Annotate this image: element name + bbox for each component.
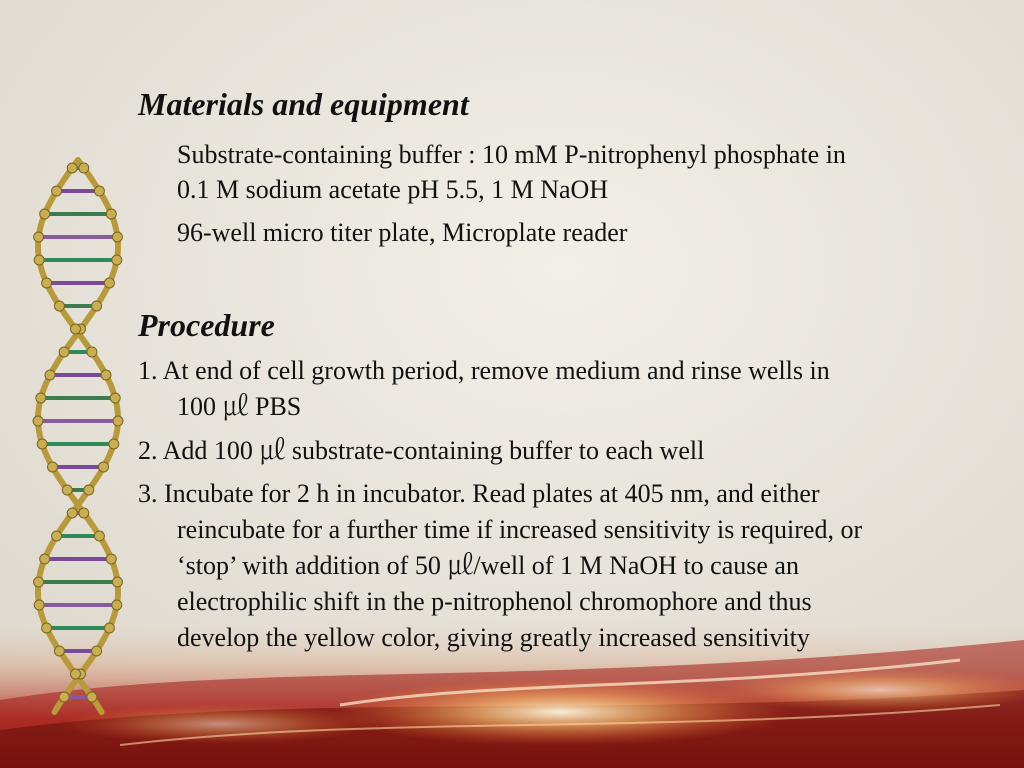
procedure-step-3-line-4: electrophilic shift in the p-nitrophenol chromophore and thus [177,587,812,616]
procedure-step-3-line-2: reincubate for a further time if increased sensitivity is required, or [177,515,863,544]
procedure-step-3-line-3: ‘stop’ with addition of 50 ㎕/well of 1 M NaOH to cause an [177,551,799,580]
procedure-step-2-line-1: 2. Add 100 ㎕ substrate-containing buffer to each well [138,436,705,465]
materials-line-2: 0.1 M sodium acetate pH 5.5, 1 M NaOH [177,175,609,204]
materials-heading: Materials and equipment [138,86,469,122]
procedure-step-3-line-5: develop the yellow color, giving greatly increased sensitivity [177,623,810,652]
materials-line-1: Substrate-containing buffer : 10 mM P-nitrophenyl phosphate in [177,140,846,169]
procedure-heading: Procedure [138,307,275,343]
procedure-step-3-line-1: 3. Incubate for 2 h in incubator. Read plates at 405 nm, and either [138,479,820,508]
procedure-step-1-line-2: 100 ㎕ PBS [177,392,302,421]
materials-line-3: 96-well micro titer plate, Microplate reader [177,218,628,247]
procedure-step-1-line-1: 1. At end of cell growth period, remove medium and rinse wells in [138,356,830,385]
